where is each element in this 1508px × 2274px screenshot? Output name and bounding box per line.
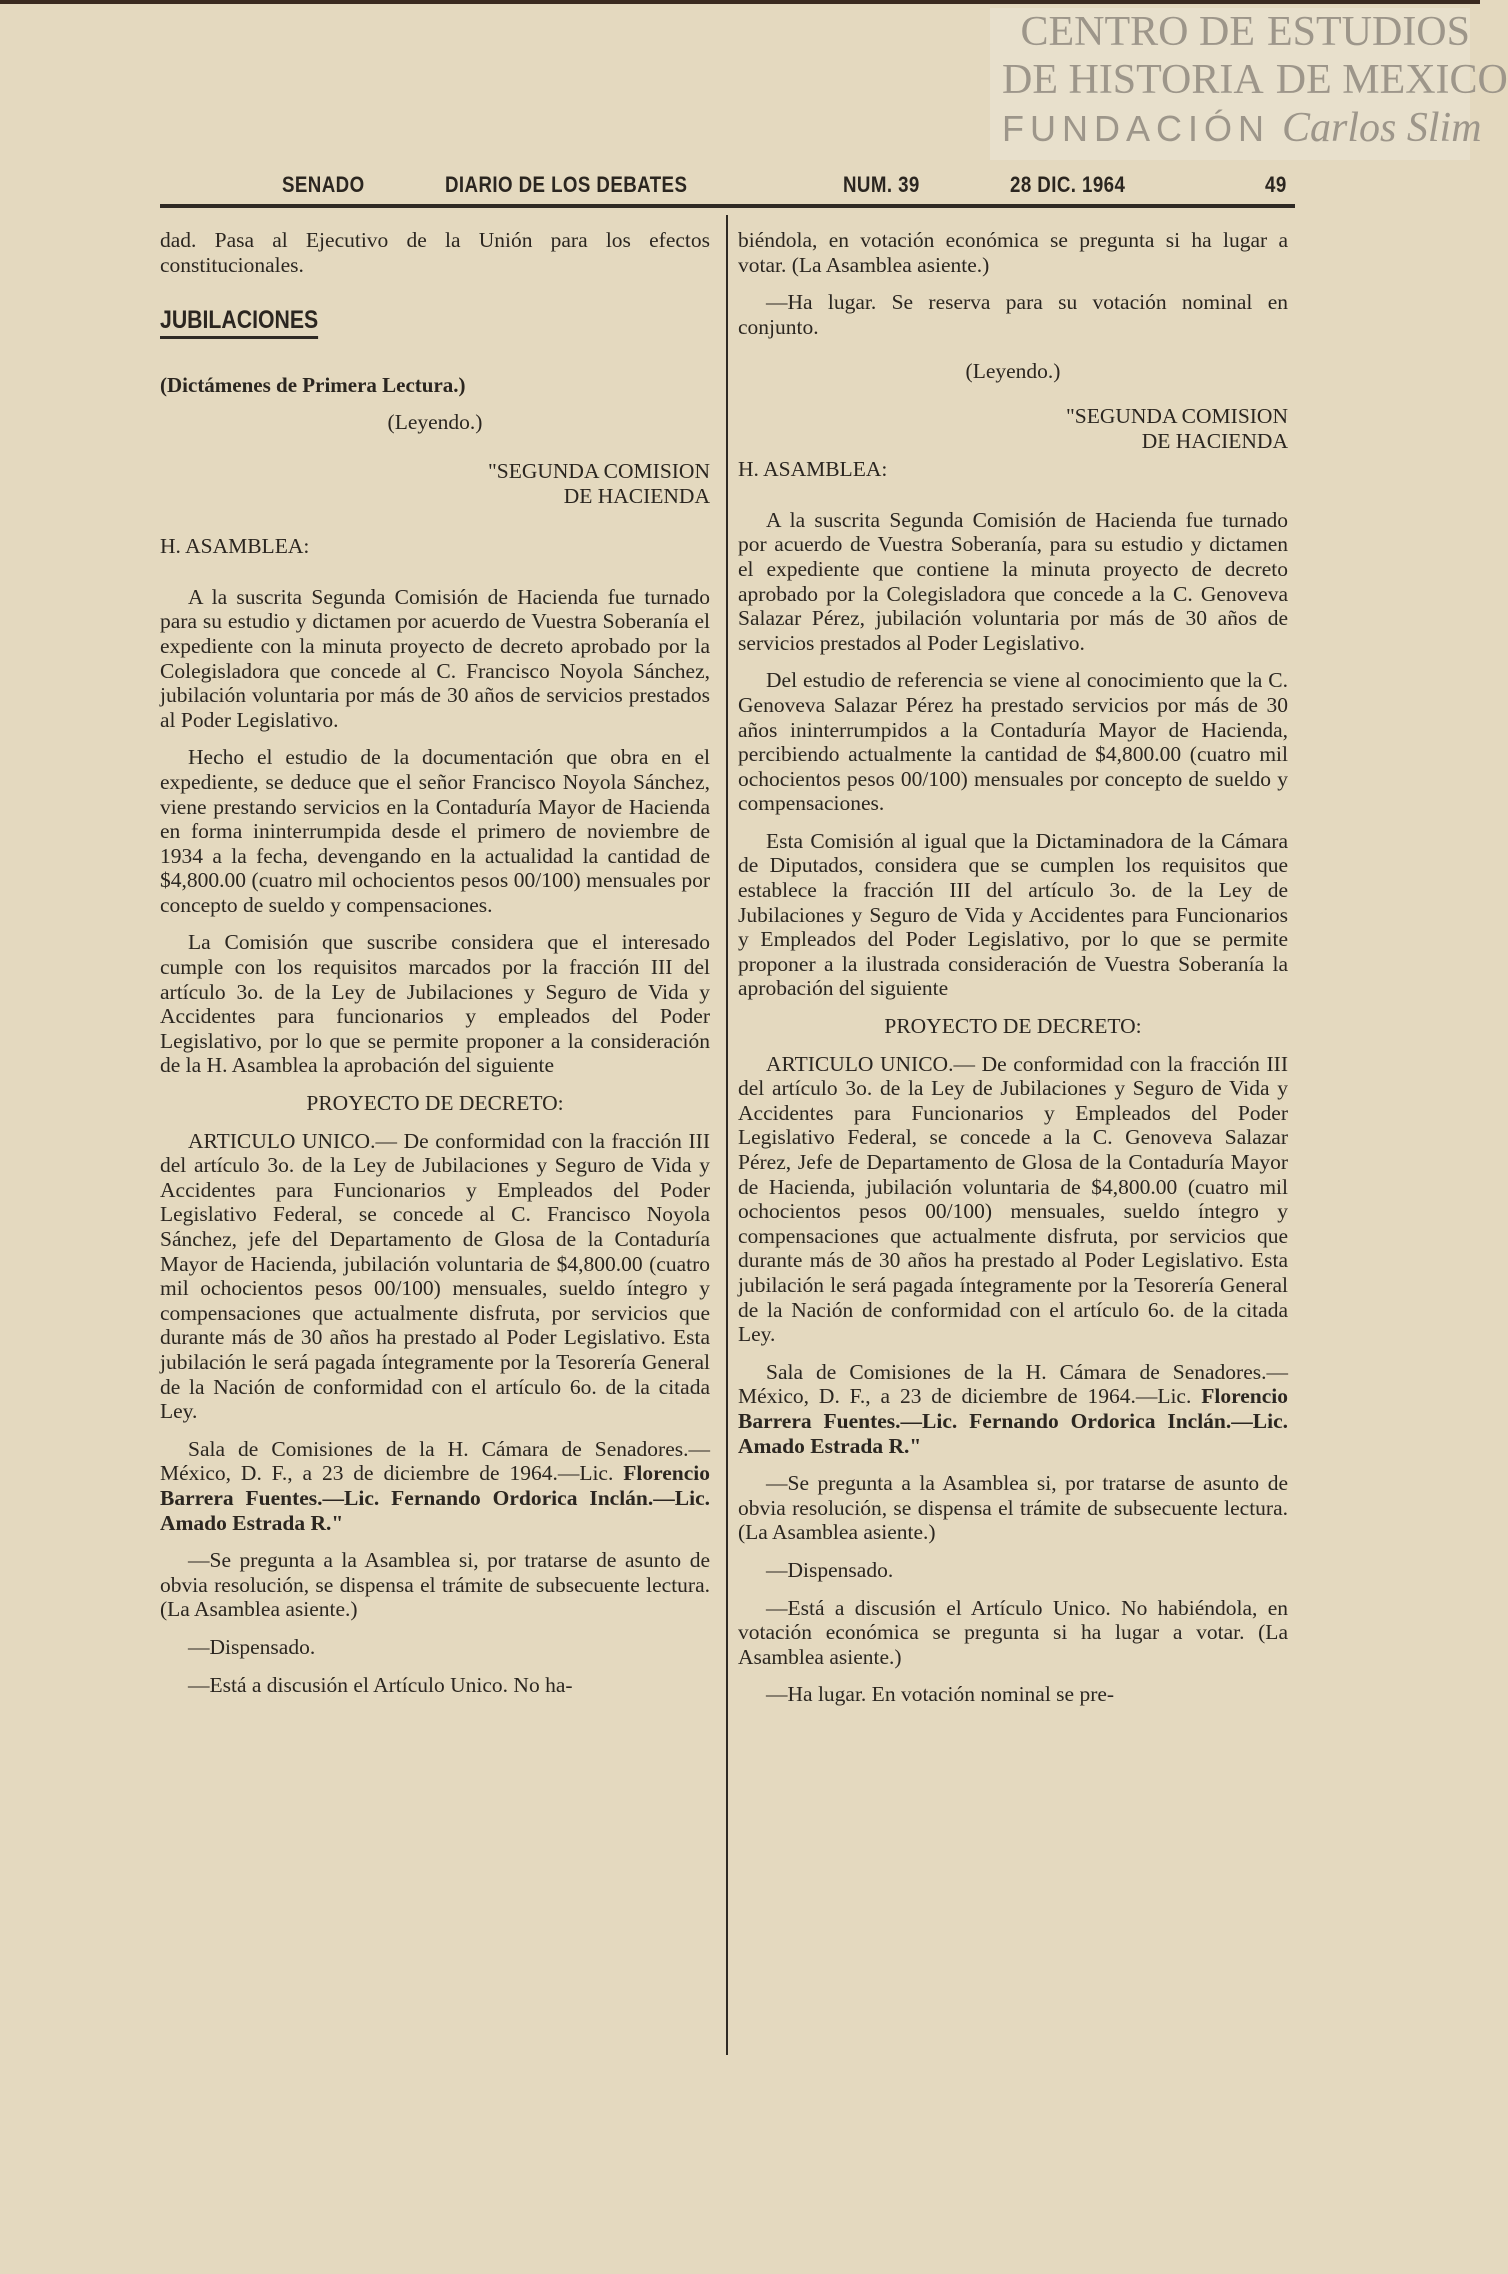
paragraph: —Está a discusión el Artículo Unico. No habiéndola, en votación económica se pregunta si ha lugar a votar. (La Asamblea asiente.) [738, 1595, 1288, 1669]
watermark [990, 8, 1508, 160]
watermark-line: CENTRO DE [1020, 9, 1255, 55]
salutation: H. ASAMBLEA: [738, 457, 888, 482]
signature-place-date: Sala de Comisiones de la H. Cámara de Senadores.—México, D. F., a 23 de diciembre de 1964.—Lic. [160, 1436, 710, 1486]
commission-name: DE HACIENDA [563, 483, 710, 508]
watermark-row [990, 8, 1470, 56]
column-divider [726, 215, 728, 2055]
commission-name: "SEGUNDA COMISION [1065, 403, 1288, 428]
watermark-line: DE HISTORIA [1002, 57, 1264, 103]
paragraph: ARTICULO UNICO.— De conformidad con la fracción III del artículo 3o. de la Ley de Jubilaciones y Seguro de Vida y Accidentes para Funcionarios y Empleados del Poder Legislativo Federal, se concede al C. Francisco Noyola Sánchez, jefe del Departamento de Glosa de la Contaduría Mayor de Hacienda, jubilación voluntaria de $4,800.00 (cuatro mil ochocientos pesos 00/100) mensuales, sueldo íntegro y compensaciones que actualmente disfruta, por servicios que durante más de 30 años ha prestado al Poder Legislativo. Esta jubilación le será pagada íntegramente por la Tesorería General de la Nación de conformidad con el artículo 6o. de la citada Ley. [160, 1128, 710, 1424]
right-column [738, 228, 1288, 1720]
paragraph [738, 1360, 1288, 1458]
watermark-row [990, 56, 1508, 104]
page-header [160, 168, 1295, 202]
paragraph: —Se pregunta a la Asamblea si, por tratarse de asunto de obvia resolución, se dispensa el trámite de subsecuente lectura. (La Asamblea asiente.) [738, 1471, 1288, 1545]
watermark-row [990, 104, 1482, 153]
decree-heading: PROYECTO DE DECRETO: [306, 1091, 564, 1116]
header-section: SENADO [282, 172, 365, 197]
header-rule [160, 204, 1295, 208]
paragraph: La Comisión que suscribe considera que el interesado cumple con los requisitos marcados por la fracción III del artículo 3o. de la Ley de Jubilaciones y Seguro de Vida y Accidentes para funcionarios y empleados del Poder Legislativo, por lo que se permite proponer a la consideración de la H. Asamblea la aprobación del siguiente [160, 930, 710, 1078]
paragraph: Esta Comisión al igual que la Dictaminadora de la Cámara de Diputados, considera que se cumplen los requisitos que establece la fracción III del artículo 3o. de la Ley de Jubilaciones y Seguro de Vida y Accidentes para Funcionarios y Empleados del Poder Legislativo, por lo que se permite proponer a la ilustrada consideración de Vuestra Soberanía la aprobación del siguiente [738, 828, 1288, 1001]
header-title: DIARIO DE LOS DEBATES [445, 172, 688, 197]
watermark-signature: Carlos Slim [1282, 105, 1482, 151]
paragraph: ARTICULO UNICO.— De conformidad con la fracción III del artículo 3o. de la Ley de Jubilaciones y Seguro de Vida y Accidentes para Funcionarios y Empleados del Poder Legislativo Federal, se concede a la C. Genoveva Salazar Pérez, Jefe de Departamento de Glosa de la Contaduría Mayor de Hacienda, jubilación voluntaria de $4,800.00 (cuatro mil ochocientos pesos 00/100) mensuales, sueldo íntegro y compensaciones que actualmente disfruta, por servicios que durante más de 30 años ha prestado al Poder Legislativo. Esta jubilación le será pagada íntegramente por la Tesorería General de la Nación de conformidad con el artículo 6o. de la citada Ley. [738, 1051, 1288, 1347]
header-number: NUM. 39 [843, 172, 920, 197]
page-number: 49 [1265, 172, 1287, 197]
paragraph: —Dispensado. [188, 1634, 316, 1659]
paragraph: —Ha lugar. En votación nominal se pre- [766, 1682, 1115, 1707]
watermark-fundacion: FUNDACIÓN [1002, 108, 1270, 149]
watermark-line: ESTUDIOS [1266, 9, 1470, 55]
paragraph [160, 1437, 710, 1535]
salutation: H. ASAMBLEA: [160, 534, 310, 559]
commission-name: "SEGUNDA COMISION [487, 458, 710, 483]
watermark-line: DE MEXICO [1275, 57, 1508, 103]
paragraph: —Dispensado. [766, 1557, 894, 1582]
page-top-edge [0, 0, 1480, 4]
signers: Florencio Barrera Fuentes.—Lic. Fernando Ordorica Inclán.—Lic. Amado Estrada R." [160, 1461, 710, 1535]
commission-name: DE HACIENDA [1141, 428, 1288, 453]
paragraph: —Ha lugar. Se reserva para su votación nominal en conjunto. [738, 290, 1288, 339]
paragraph: A la suscrita Segunda Comisión de Hacienda fue turnado para su estudio y dictamen por acuerdo de Vuestra Soberanía el expediente con la minuta proyecto de decreto aprobado por la Colegisladora que concede al C. Francisco Noyola Sánchez, jubilación voluntaria por más de 30 años de servicios prestados al Poder Legislativo. [160, 584, 710, 732]
paragraph: —Se pregunta a la Asamblea si, por tratarse de asunto de obvia resolución, se dispensa el trámite de subsecuente lectura. (La Asamblea asiente.) [160, 1548, 710, 1622]
paragraph: dad. Pasa al Ejecutivo de la Unión para los efectos constitucionales. [160, 228, 710, 277]
subheading: (Dictámenes de Primera Lectura.) [160, 372, 466, 397]
paragraph: Del estudio de referencia se viene al conocimiento que la C. Genoveva Salazar Pérez ha prestado servicios por más de 30 años ininterrumpidos a la Contaduría Mayor de Hacienda, percibiendo actualmente la cantidad de $4,800.00 (cuatro mil ochocientos pesos 00/100) mensuales por concepto de sueldo y compensaciones. [738, 668, 1288, 816]
section-heading: JUBILACIONES [160, 308, 318, 339]
paragraph: Hecho el estudio de la documentación que obra en el expediente, se deduce que el señor Francisco Noyola Sánchez, viene prestando servicios en la Contaduría Mayor de Hacienda en forma ininterrumpida desde el primero de noviembre de 1934 a la fecha, devengando en la actualidad la cantidad de $4,800.00 (cuatro mil ochocientos pesos 00/100) mensuales por concepto de sueldo y compensaciones. [160, 745, 710, 917]
header-date: 28 DIC. 1964 [1010, 172, 1126, 197]
paragraph: biéndola, en votación económica se pregunta si ha lugar a votar. (La Asamblea asiente.) [738, 228, 1288, 277]
signature-place-date: Sala de Comisiones de la H. Cámara de Senadores.—México, D. F., a 23 de diciembre de 1964.—Lic. [738, 1359, 1288, 1409]
stage-direction: (Leyendo.) [965, 359, 1061, 384]
paragraph: —Está a discusión el Artículo Unico. No ha- [188, 1672, 573, 1697]
signers: Florencio Barrera Fuentes.—Lic. Fernando Ordorica Inclán.—Lic. Amado Estrada R." [738, 1384, 1288, 1458]
decree-heading: PROYECTO DE DECRETO: [884, 1014, 1142, 1039]
paragraph: A la suscrita Segunda Comisión de Hacienda fue turnado por acuerdo de Vuestra Soberanía, para su estudio y dictamen el expediente que contiene la minuta proyecto de decreto aprobado por la Colegisladora que concede a la C. Genoveva Salazar Pérez, jubilación voluntaria por más de 30 años de servicios prestados al Poder Legislativo. [738, 507, 1288, 655]
stage-direction: (Leyendo.) [387, 410, 483, 435]
left-column [160, 228, 710, 1710]
